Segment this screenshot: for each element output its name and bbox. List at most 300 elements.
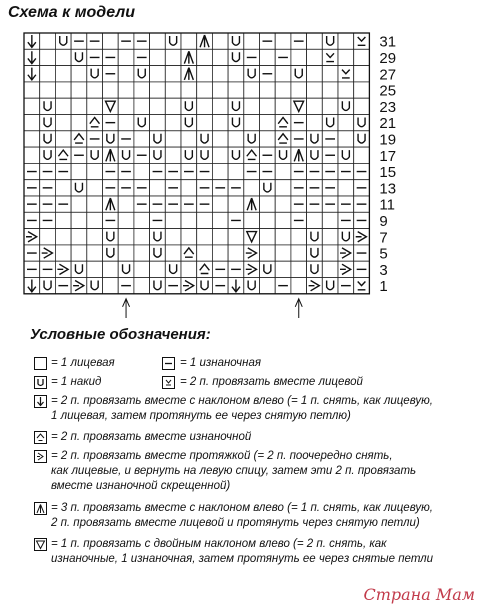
chart-cell [87, 278, 103, 294]
chart-cell [103, 82, 119, 98]
chart-cell [338, 163, 354, 179]
chart-cell [228, 49, 244, 65]
chart-cell [197, 163, 213, 179]
chart-cell [275, 115, 291, 131]
chart-cell [118, 131, 134, 147]
chart-cell [260, 229, 276, 245]
watermark: Страна Мам [363, 585, 475, 604]
chart-cell [71, 147, 87, 163]
chart-cell [228, 115, 244, 131]
chart-cell [71, 196, 87, 212]
chart-cell [55, 261, 71, 277]
chart-cell [354, 245, 370, 261]
chart-cell [165, 196, 181, 212]
chart-cell [322, 66, 338, 82]
chart-cell [291, 147, 307, 163]
p2tog-tbl-symbol [34, 450, 47, 463]
row-number: 13 [379, 180, 397, 198]
chart-cell [118, 98, 134, 114]
chart-cell [55, 49, 71, 65]
chart-cell [103, 98, 119, 114]
chart-cell [181, 98, 197, 114]
chart-cell [291, 66, 307, 82]
chart-cell [244, 98, 260, 114]
chart-cell [87, 131, 103, 147]
chart-cell [212, 66, 228, 82]
chart-cell [291, 33, 307, 49]
chart-cell [260, 261, 276, 277]
chart-cell [165, 180, 181, 196]
chart-cell [165, 98, 181, 114]
chart-cell [118, 82, 134, 98]
chart-cell [71, 115, 87, 131]
chart-cell [55, 147, 71, 163]
chart-cell [165, 49, 181, 65]
chart-cell [118, 261, 134, 277]
chart-cell [260, 49, 276, 65]
chart-cell [24, 131, 40, 147]
chart-cell [228, 163, 244, 179]
chart-cell [307, 98, 323, 114]
chart-cell [134, 245, 150, 261]
chart-cell [87, 98, 103, 114]
chart-cell [244, 115, 260, 131]
chart-cell [71, 98, 87, 114]
chart-cell [40, 212, 56, 228]
chart-cell [322, 115, 338, 131]
legend-k2tog: = 2 п. провязать вместе лицевой [180, 376, 363, 388]
chart-cell [103, 196, 119, 212]
row-number: 19 [379, 131, 397, 149]
chart-cell [118, 147, 134, 163]
chart-cell [228, 147, 244, 163]
p2tog-symbol [34, 431, 47, 444]
chart-cell [275, 245, 291, 261]
chart-cell [150, 180, 166, 196]
chart-cell [134, 261, 150, 277]
chart-cell [40, 245, 56, 261]
chart-cell [150, 66, 166, 82]
chart-cell [150, 147, 166, 163]
chart-cell [103, 261, 119, 277]
chart-cell [291, 278, 307, 294]
chart-cell [134, 82, 150, 98]
chart-cell [260, 115, 276, 131]
chart-cell [165, 82, 181, 98]
chart-cell [338, 33, 354, 49]
chart-cell [291, 196, 307, 212]
chart-cell [87, 82, 103, 98]
row-number: 17 [379, 147, 397, 165]
chart-cell [338, 82, 354, 98]
chart-cell [212, 49, 228, 65]
chart-cell [244, 245, 260, 261]
chart-cell [87, 33, 103, 49]
chart-cell [181, 229, 197, 245]
legend-p2tog: = 2 п. провязать вместе изнаночной [51, 431, 252, 443]
chart-cell [322, 196, 338, 212]
chart-cell [212, 180, 228, 196]
chart-cell [275, 180, 291, 196]
chart-cell [354, 147, 370, 163]
chart-cell [87, 261, 103, 277]
chart-cell [275, 278, 291, 294]
chart-cell [338, 212, 354, 228]
chart-cell [103, 66, 119, 82]
chart-cell [134, 131, 150, 147]
knit-symbol [34, 357, 47, 370]
chart-cell [55, 66, 71, 82]
chart-cell [307, 278, 323, 294]
chart-cell [181, 49, 197, 65]
chart-cell [55, 82, 71, 98]
chart-cell [134, 147, 150, 163]
chart-cell [181, 131, 197, 147]
chart-cell [275, 147, 291, 163]
chart-cell [118, 229, 134, 245]
chart-cell [307, 49, 323, 65]
chart-cell [87, 180, 103, 196]
chart-cell [24, 66, 40, 82]
chart-cell [228, 66, 244, 82]
chart-cell [103, 49, 119, 65]
chart-cell [244, 163, 260, 179]
chart-cell [24, 245, 40, 261]
chart-cell [338, 131, 354, 147]
chart-cell [134, 33, 150, 49]
chart-cell [307, 212, 323, 228]
chart-cell [71, 229, 87, 245]
chart-cell [197, 33, 213, 49]
chart-cell [307, 163, 323, 179]
chart-cell [24, 115, 40, 131]
chart-cell [322, 229, 338, 245]
chart-cell [165, 147, 181, 163]
chart-cell [87, 66, 103, 82]
chart-cell [354, 131, 370, 147]
chart-cell [24, 98, 40, 114]
chart-cell [40, 261, 56, 277]
chart-cell [275, 261, 291, 277]
chart-cell [24, 33, 40, 49]
chart-cell [181, 66, 197, 82]
chart-cell [260, 212, 276, 228]
left-slant-symbol [34, 395, 47, 408]
chart-cell [40, 180, 56, 196]
chart-cell [55, 180, 71, 196]
chart-cell [291, 115, 307, 131]
chart-cell [260, 33, 276, 49]
chart-cell [150, 115, 166, 131]
chart-cell [55, 212, 71, 228]
chart-cell [275, 131, 291, 147]
chart-cell [181, 147, 197, 163]
chart-cell [181, 163, 197, 179]
chart-cell [197, 212, 213, 228]
chart-cell [260, 147, 276, 163]
chart-cell [338, 196, 354, 212]
chart-cell [103, 147, 119, 163]
chart-cell [24, 82, 40, 98]
chart-cell [55, 278, 71, 294]
chart-cell [55, 196, 71, 212]
chart-cell [322, 245, 338, 261]
chart-cell [40, 147, 56, 163]
chart-cell [244, 131, 260, 147]
chart-cell [354, 196, 370, 212]
chart-cell [354, 82, 370, 98]
chart-cell [338, 66, 354, 82]
chart-cell [307, 82, 323, 98]
purl-symbol [162, 357, 175, 370]
chart-cell [24, 212, 40, 228]
chart-cell [212, 163, 228, 179]
chart-cell [212, 245, 228, 261]
chart-cell [322, 163, 338, 179]
chart-cell [40, 163, 56, 179]
row-number: 9 [379, 212, 388, 230]
chart-cell [118, 278, 134, 294]
chart-cell [134, 163, 150, 179]
cdd-symbol [34, 502, 47, 515]
chart-cell [291, 212, 307, 228]
legend-title: Условные обозначения: [30, 326, 211, 343]
row-number: 29 [379, 49, 397, 67]
chart-cell [103, 180, 119, 196]
chart-cell [40, 98, 56, 114]
row-number: 25 [379, 82, 397, 100]
chart-cell [338, 180, 354, 196]
chart-cell [260, 98, 276, 114]
chart-cell [150, 278, 166, 294]
chart-cell [103, 115, 119, 131]
chart-cell [197, 196, 213, 212]
chart-cell [260, 66, 276, 82]
chart-cell [228, 261, 244, 277]
chart-cell [244, 261, 260, 277]
chart-cell [260, 196, 276, 212]
chart-cell [212, 196, 228, 212]
chart-cell [338, 115, 354, 131]
chart-cell [134, 212, 150, 228]
chart-cell [40, 115, 56, 131]
chart-cell [71, 180, 87, 196]
chart-cell [24, 196, 40, 212]
chart-cell [24, 261, 40, 277]
chart-cell [197, 115, 213, 131]
row-number: 15 [379, 164, 397, 182]
legend-purl: = 1 изнаночная [180, 357, 261, 369]
chart-cell [338, 261, 354, 277]
chart-cell [275, 82, 291, 98]
row-number: 21 [379, 115, 397, 133]
chart-cell [181, 261, 197, 277]
chart-cell [291, 131, 307, 147]
chart-cell [150, 245, 166, 261]
chart-cell [354, 229, 370, 245]
chart-cell [134, 115, 150, 131]
chart-cell [165, 212, 181, 228]
chart-cell [55, 163, 71, 179]
chart-cell [55, 98, 71, 114]
chart-cell [212, 212, 228, 228]
chart-cell [244, 66, 260, 82]
chart-cell [275, 33, 291, 49]
chart-cell [134, 66, 150, 82]
chart-cell [338, 49, 354, 65]
chart-cell [150, 98, 166, 114]
legend-p2tog-tbl: = 2 п. провязать вместе протяжкой (= 2 п. поочередно снять, как лицевые, и вернуть на левую спицу, затем эти 2 п. провязать вместе изнаночной скрещенной) [51, 450, 417, 492]
chart-cell [322, 212, 338, 228]
chart-cell [165, 278, 181, 294]
chart-cell [150, 82, 166, 98]
chart-cell [307, 196, 323, 212]
chart-cell [40, 33, 56, 49]
chart-cell [275, 49, 291, 65]
chart-cell [71, 278, 87, 294]
chart-cell [71, 163, 87, 179]
chart-cell [134, 278, 150, 294]
chart-cell [244, 229, 260, 245]
chart-cell [103, 245, 119, 261]
chart-cell [87, 245, 103, 261]
chart-cell [165, 66, 181, 82]
chart-cell [150, 261, 166, 277]
legend-cdd: = 3 п. провязать вместе с наклоном влево (= 1 п. снять, как лицевую, 2 п. провязать вместе лицевой и протянуть через снятую петли) [51, 502, 433, 529]
chart-cell [197, 261, 213, 277]
chart-cell [165, 229, 181, 245]
chart-cell [103, 229, 119, 245]
chart-cell [118, 163, 134, 179]
chart-cell [212, 147, 228, 163]
chart-cell [354, 98, 370, 114]
chart-cell [354, 33, 370, 49]
chart-cell [118, 196, 134, 212]
chart-cell [322, 147, 338, 163]
chart-cell [307, 66, 323, 82]
chart-cell [134, 229, 150, 245]
chart-cell [338, 229, 354, 245]
chart-cell [322, 33, 338, 49]
chart-cell [354, 212, 370, 228]
chart-cell [71, 82, 87, 98]
chart-cell [291, 49, 307, 65]
chart-cell [244, 33, 260, 49]
chart-cell [291, 98, 307, 114]
chart-cell [197, 66, 213, 82]
chart-cell [71, 33, 87, 49]
double-left-symbol [34, 538, 47, 551]
legend-left-slant: = 2 п. провязать вместе с наклоном влево (= 1 п. снять, как лицевую, 1 лицевая, затем протянуть ее через снятую петлю) [51, 395, 433, 422]
chart-cell [197, 278, 213, 294]
chart-cell [354, 115, 370, 131]
chart-cell [244, 180, 260, 196]
chart-cell [181, 82, 197, 98]
chart-cell [291, 245, 307, 261]
chart-cell [275, 196, 291, 212]
k2tog-symbol [162, 376, 175, 389]
chart-cell [354, 180, 370, 196]
chart-cell [55, 245, 71, 261]
chart-cell [197, 147, 213, 163]
chart-cell [40, 196, 56, 212]
chart-cell [275, 66, 291, 82]
chart-cell [338, 147, 354, 163]
chart-cell [181, 245, 197, 261]
chart-cell [24, 163, 40, 179]
chart-cell [118, 49, 134, 65]
chart-cell [87, 147, 103, 163]
chart-cell [197, 180, 213, 196]
chart-cell [181, 33, 197, 49]
chart-cell [40, 229, 56, 245]
chart-cell [260, 278, 276, 294]
chart-cell [260, 163, 276, 179]
chart-cell [307, 131, 323, 147]
chart-cell [322, 261, 338, 277]
row-number: 31 [379, 33, 397, 51]
chart-cell [307, 147, 323, 163]
chart-cell [181, 115, 197, 131]
chart-cell [212, 82, 228, 98]
chart-cell [322, 278, 338, 294]
chart-cell [228, 229, 244, 245]
chart-cell [338, 278, 354, 294]
chart-cell [118, 212, 134, 228]
chart-cell [87, 196, 103, 212]
chart-cell [24, 229, 40, 245]
chart-title: Схема к модели [8, 4, 136, 21]
chart-cell [354, 278, 370, 294]
chart-cell [103, 163, 119, 179]
chart-cell [165, 163, 181, 179]
chart-cell [24, 278, 40, 294]
chart-cell [212, 115, 228, 131]
row-number: 7 [379, 229, 388, 247]
chart-cell [197, 245, 213, 261]
chart-cell [338, 245, 354, 261]
chart-cell [24, 180, 40, 196]
chart-cell [103, 131, 119, 147]
chart-cell [228, 33, 244, 49]
legend-knit: = 1 лицевая [51, 357, 115, 369]
chart-cell [307, 261, 323, 277]
chart-cell [291, 180, 307, 196]
chart-cell [244, 278, 260, 294]
chart-cell [134, 196, 150, 212]
chart-cell [322, 131, 338, 147]
chart-cell [150, 49, 166, 65]
chart-cell [260, 180, 276, 196]
chart-cell [103, 212, 119, 228]
chart-cell [322, 180, 338, 196]
chart-cell [40, 131, 56, 147]
chart-cell [24, 147, 40, 163]
chart-cell [165, 131, 181, 147]
chart-cell [354, 49, 370, 65]
chart-cell [307, 180, 323, 196]
row-number: 27 [379, 66, 397, 84]
chart-cell [103, 33, 119, 49]
chart-cell [307, 245, 323, 261]
chart-cell [181, 196, 197, 212]
chart-cell [228, 180, 244, 196]
chart-cell [87, 115, 103, 131]
chart-cell [197, 98, 213, 114]
chart-cell [103, 278, 119, 294]
chart-cell [228, 82, 244, 98]
chart-cell [228, 245, 244, 261]
